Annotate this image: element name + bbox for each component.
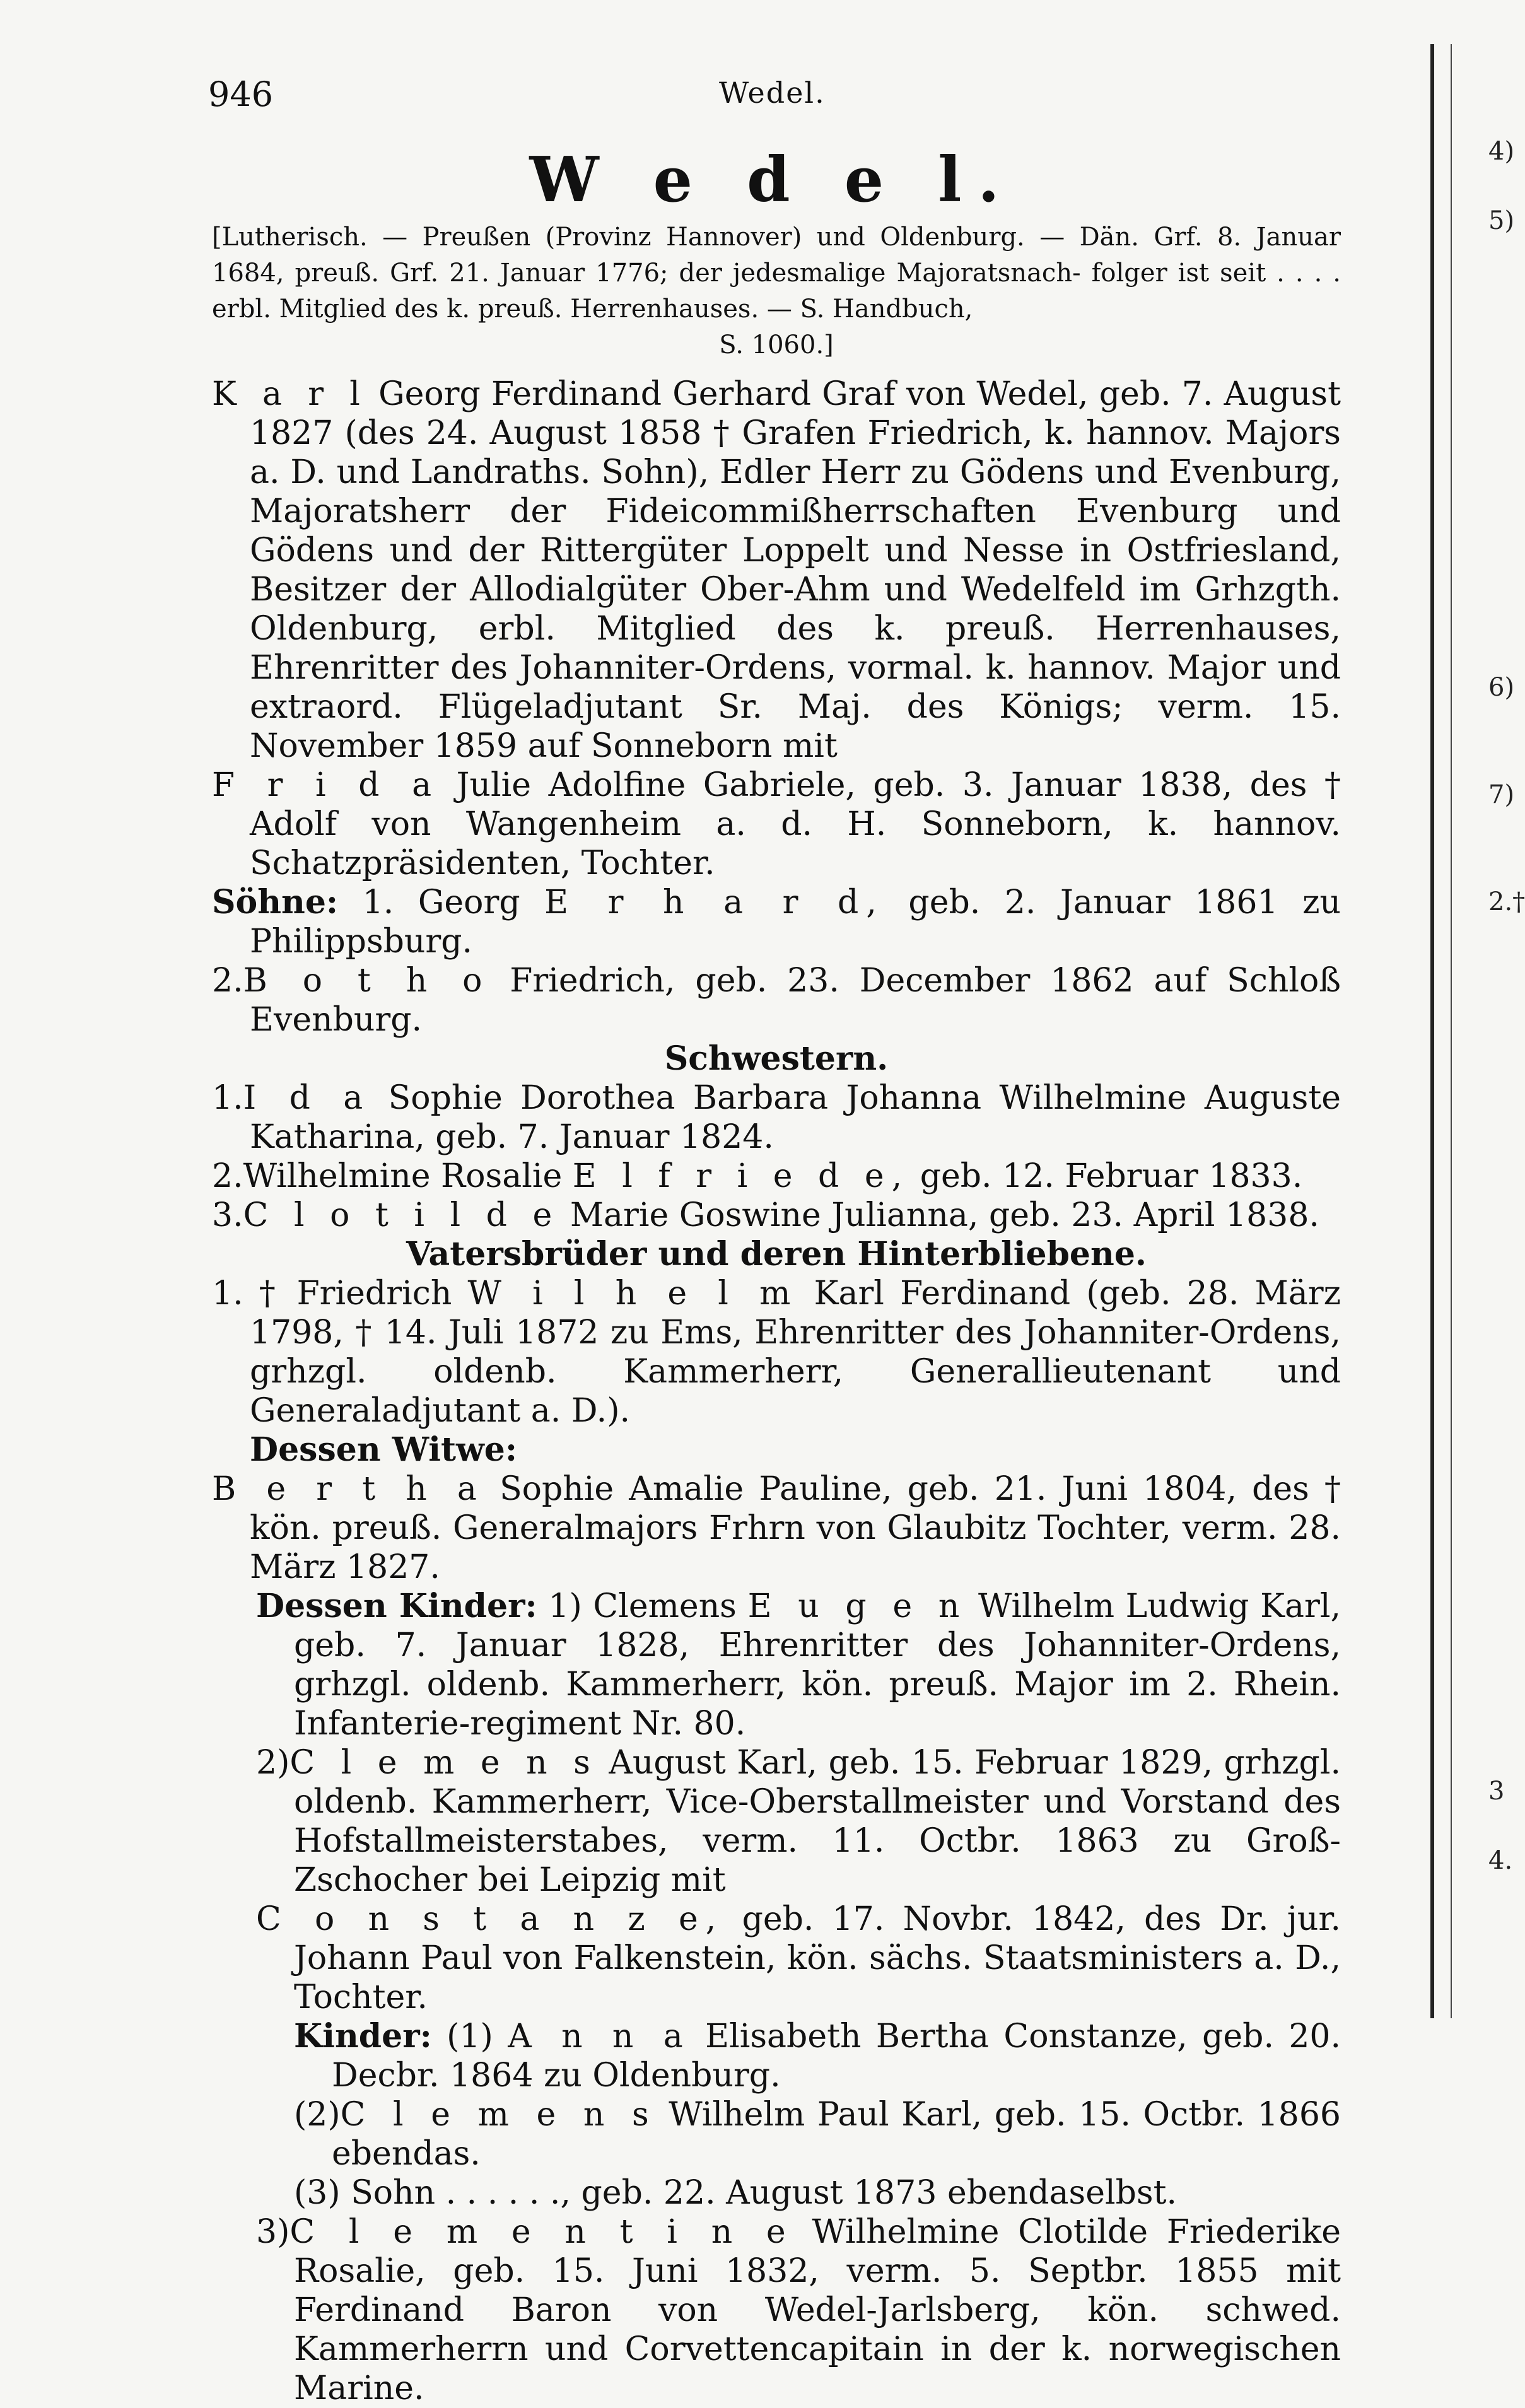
entry-text: Wilhelmine Clotilde Friederike Rosalie, geb. 15. Juni 1832, verm. 5. Septbr. 1855 mit Ferdinand Baron von Wedel-Jarlsberg, kön. schwed. Kammerherrn und Corvettencapitain in der k. norwegischen Marine. — [294, 2213, 1341, 2407]
entry-name: C l e m e n s — [289, 1744, 598, 1782]
intro-paragraph — [212, 219, 1341, 363]
entry-name: A n n a — [508, 2018, 691, 2055]
section-label: Dessen Kinder: — [256, 1587, 537, 1625]
intro-line: folger ist seit . . . . erbl. Mitglied des k. preuß. Herrenhauses. — S. Handbuch, — [212, 259, 1341, 324]
entry-bertha — [212, 1470, 1341, 1587]
entry-constanze — [212, 1900, 1341, 2017]
entry-sister — [212, 1196, 1341, 1235]
entry-text: geb. 12. Februar 1833. — [920, 1157, 1303, 1195]
entry-number: 1. — [212, 1079, 243, 1117]
entry-text: Marie Goswine Julianna, geb. 23. April 1838. — [570, 1196, 1319, 1234]
edge-fragment: 4) — [1488, 137, 1515, 166]
section-label: Söhne: — [212, 883, 339, 921]
entry-frida — [212, 766, 1341, 883]
page-header — [208, 74, 1337, 125]
entry-text: (3) Sohn . . . . . ., geb. 22. August 1873 ebendaselbst. — [294, 2174, 1177, 2212]
entry-sister — [212, 1078, 1341, 1157]
entry-name: K a r l — [212, 375, 368, 413]
entry-child — [212, 1743, 1341, 1900]
entry-witwe-label — [212, 1430, 1341, 1470]
edge-fragment: 3 — [1488, 1777, 1505, 1806]
entry-number: 3) — [256, 2213, 290, 2251]
entry-text: Julie Adolfine Gabriele, geb. 3. Januar 1838, des † Adolf von Wangenheim a. d. H. Sonneborn, k. hannov. Schatzpräsidenten, Tochter. — [250, 766, 1341, 882]
entry-text: geb. 17. Novbr. 1842, des Dr. jur. Johann Paul von Falkenstein, kön. sächs. Staatsministers a. D., Tochter. — [294, 1900, 1341, 2016]
section-label: Kinder: — [294, 2017, 432, 2055]
entry-number: 3. — [212, 1196, 243, 1234]
entry-text: 1) Clemens — [548, 1587, 737, 1625]
entry-number: 2) — [256, 1744, 290, 1782]
entry-karl — [212, 375, 1341, 766]
entry-uncle — [212, 1274, 1341, 1430]
entry-text: Sophie Dorothea Barbara Johanna Wilhelmine Auguste Katharina, geb. 7. Januar 1824. — [250, 1079, 1341, 1156]
entry-text: (2) — [294, 2096, 341, 2134]
binding-edge-line — [1430, 44, 1434, 2018]
entry-number: 1. † — [212, 1275, 281, 1312]
entry-grandchild — [212, 2095, 1341, 2173]
entry-name: B o t h o — [243, 962, 490, 1000]
edge-fragment: 6) — [1488, 673, 1515, 702]
page-number: 946 — [208, 74, 274, 114]
entry-grandchild — [212, 2017, 1341, 2095]
section-label: Dessen Witwe: — [250, 1430, 518, 1469]
entry-name: C l o t i l d e — [243, 1196, 560, 1234]
entry-sister — [212, 1157, 1341, 1196]
entry-text: Sophie Amalie Pauline, geb. 21. Juni 1804, des † kön. preuß. Generalmajors Frhrn von Glaubitz Tochter, verm. 28. März 1827. — [250, 1470, 1341, 1586]
entry-soehne — [212, 883, 1341, 961]
section-heading: Vatersbrüder und deren Hinterbliebene. — [406, 1235, 1147, 1273]
edge-fragment: 7) — [1488, 780, 1515, 809]
entry-name: C o n s t a n z e, — [256, 1900, 724, 1938]
entry-text: August Karl, geb. 15. Februar 1829, grhzgl. oldenb. Kammerherr, Vice-Oberstallmeister und Vorstand des Hofstallmeisterstabes, verm. 11. Octbr. 1863 zu Groß-Zschocher bei Leipzig mit — [294, 1744, 1341, 1899]
entry-name: E r h a r d, — [544, 884, 884, 921]
entry-name: C l e m e n s — [340, 2096, 657, 2134]
entry-text: Friedrich — [296, 1275, 452, 1312]
entry-text: geb. 2. Januar 1861 zu Philippsburg. — [250, 884, 1341, 961]
entry-text: Wilhelmine Rosalie — [243, 1157, 563, 1195]
entry-text: Wilhelm Paul Karl, geb. 15. Octbr. 1866 ebendas. — [332, 2096, 1341, 2173]
entry-grandchild — [212, 2173, 1341, 2212]
running-head: Wedel. — [719, 76, 826, 110]
page-title: W e d e l. — [529, 144, 1016, 216]
entry-child — [212, 1587, 1341, 1743]
entry-child — [212, 2212, 1341, 2408]
binding-edge-line-thin — [1451, 44, 1452, 2018]
entry-name: W i l h e l m — [467, 1275, 798, 1312]
entry-number: 2. — [212, 1157, 243, 1195]
entry-botho — [212, 961, 1341, 1039]
entry-name: E u g e n — [747, 1587, 967, 1625]
edge-fragment: 2.† — [1488, 887, 1525, 916]
main-content — [212, 219, 1341, 2408]
edge-fragment: 5) — [1488, 206, 1515, 235]
entry-name: I d a — [243, 1079, 371, 1117]
entry-name: B e r t h a — [212, 1470, 484, 1508]
entry-name: E l f r i e d e, — [572, 1157, 910, 1195]
intro-line: Januar 1684, preuß. Grf. 21. Januar 1776; der jedesmalige Majoratsnach- — [212, 223, 1341, 288]
entry-text: 1. Georg — [362, 884, 520, 921]
entry-text: Elisabeth Bertha Constanze, geb. 20. Decbr. 1864 zu Oldenburg. — [332, 2018, 1341, 2095]
entry-text: Karl Ferdinand (geb. 28. März 1798, † 14. Juli 1872 zu Ems, Ehrenritter des Johanniter-Ordens, grhzgl. oldenb. Kammerherr, Generallieutenant und Generaladjutant a. D.). — [250, 1275, 1341, 1430]
entry-text: Georg Ferdinand Gerhard Graf von Wedel, geb. 7. August 1827 (des 24. August 1858 † Grafen Friedrich, k. hannov. Majors a. D. und Landraths. Sohn), Edler Herr zu Gödens und Evenburg, Majoratsherr der Fideicommißherrschaften Evenburg und Gödens und der Rittergüter Loppelt und Nesse in Ostfriesland, Besitzer der Allodialgüter Ober-Ahm und Wedelfeld im Grhzgth. Oldenburg, erbl. Mitglied des k. preuß. Herrenhauses, Ehrenritter des Johanniter-Ordens, vormal. k. hannov. Major und extraord. Flügeladjutant Sr. Maj. des Königs; verm. 15. November 1859 auf Sonneborn mit — [250, 375, 1341, 765]
entry-name: C l e m e n t i n e — [289, 2213, 793, 2251]
section-heading: Schwestern. — [664, 1039, 889, 1078]
entry-text: Friedrich, geb. 23. December 1862 auf Schloß Evenburg. — [250, 962, 1341, 1039]
edge-fragment: 4. — [1488, 1846, 1513, 1875]
intro-line: [Lutherisch. — Preußen (Provinz Hannover) und Oldenburg. — Dän. Grf. 8. — [212, 223, 1242, 252]
entry-text: Wilhelm Ludwig Karl, geb. 7. Januar 1828, Ehrenritter des Johanniter-Ordens, grhzgl. oldenb. Kammerherr, kön. preuß. Major im 2. Rhein. Infanterie-regiment Nr. 80. — [294, 1587, 1341, 1743]
entry-name: F r i d a — [212, 766, 440, 804]
entry-text: (1) — [447, 2018, 493, 2055]
intro-line: S. 1060.] — [719, 330, 834, 359]
entry-number: 2. — [212, 962, 243, 1000]
